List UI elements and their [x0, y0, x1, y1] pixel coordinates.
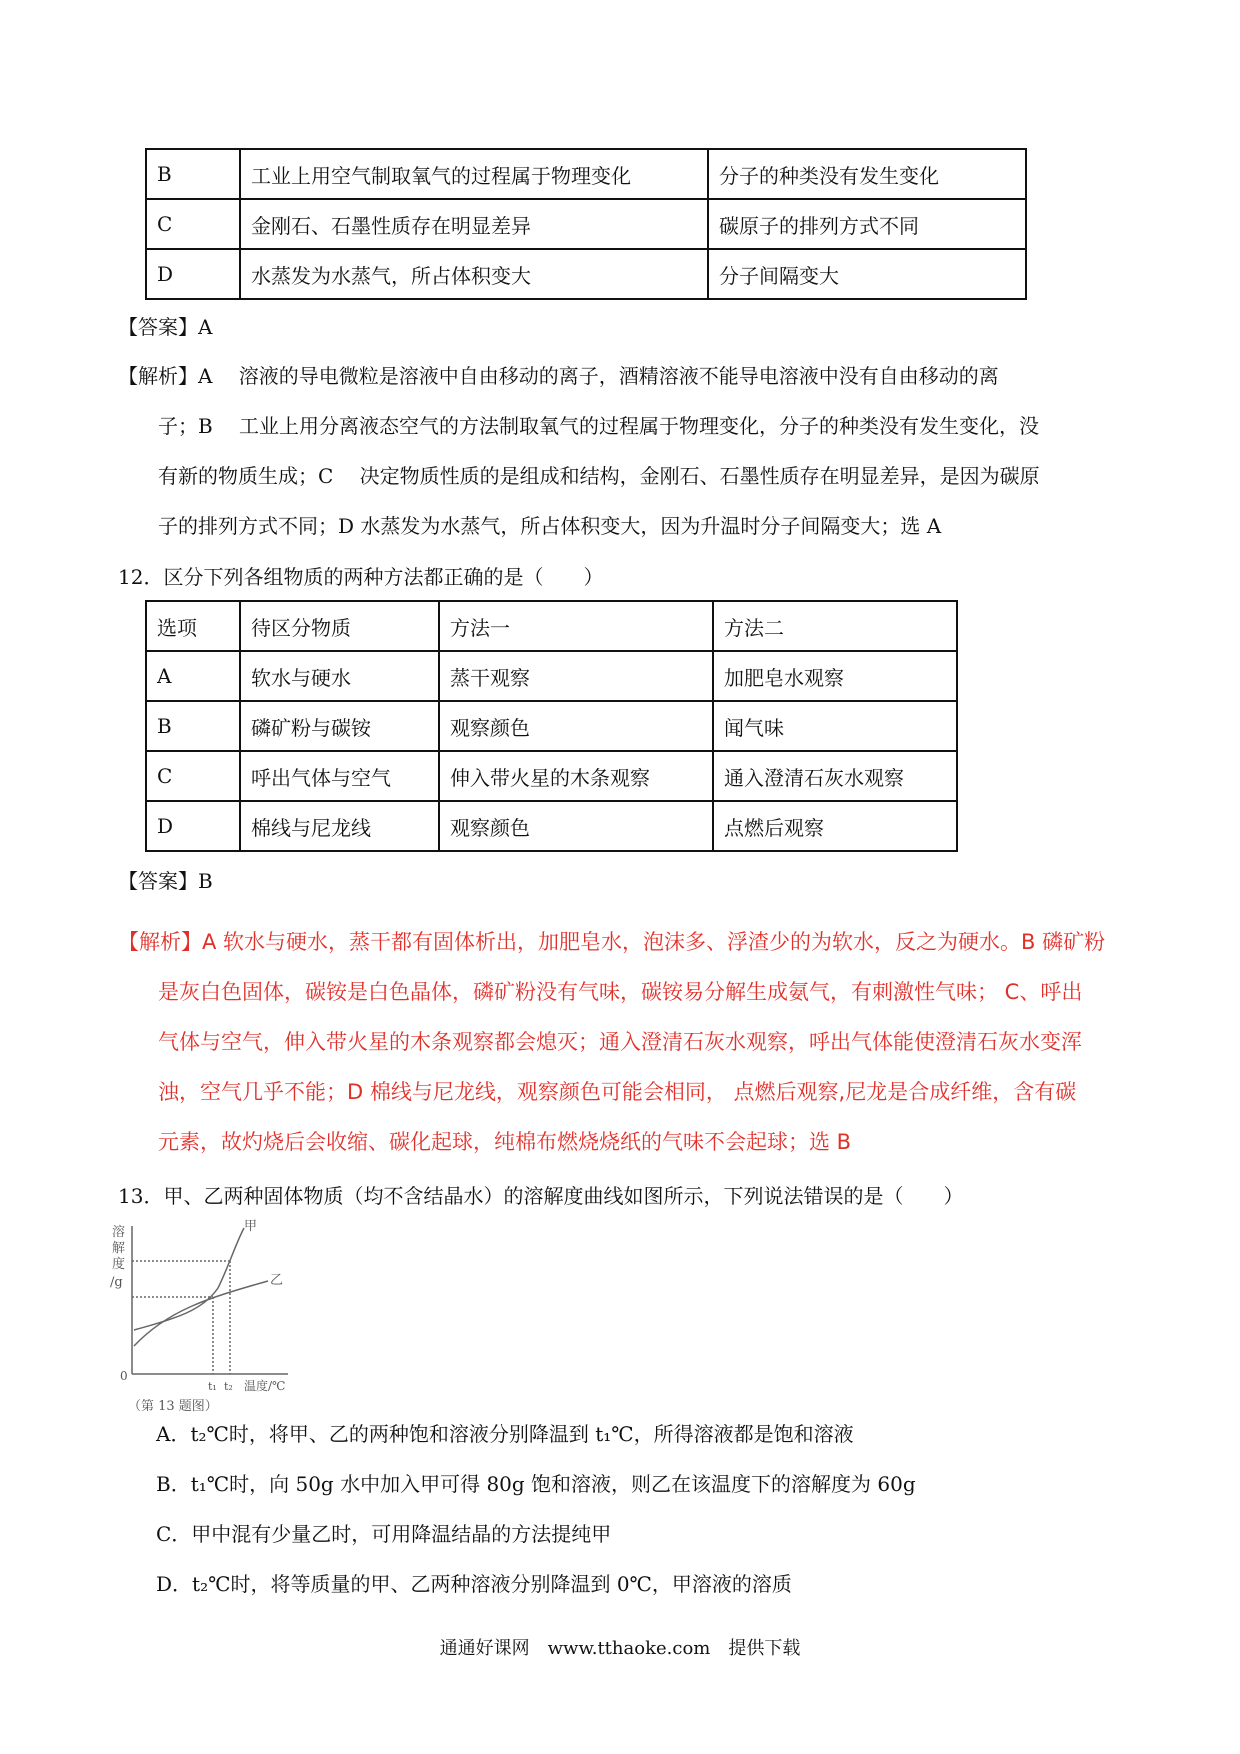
table-row — [146, 701, 957, 751]
q11-analysis-line: 子；B 工业上用分离液态空气的方法制取氧气的过程属于物理变化，分子的种类没有发生变化，没 — [158, 414, 1040, 438]
q11-table — [145, 148, 1027, 300]
table-header-cell: 选项 — [146, 601, 240, 651]
q11-analysis-line: 有新的物质生成；C 决定物质性质的是组成和结构，金刚石、石墨性质存在明显差异，是因为碳原 — [158, 464, 1040, 488]
q13-option-b: B．t₁℃时，向 50g 水中加入甲可得 80g 饱和溶液，则乙在该温度下的溶解度为 60g — [156, 1472, 916, 1496]
q11-analysis-line: 【解析】A 溶液的导电微粒是溶液中自由移动的离子，酒精溶液不能导电溶液中没有自由移动的离 — [118, 364, 999, 388]
table-cell: D — [146, 249, 240, 299]
table-cell: C — [146, 751, 240, 801]
table-cell: D — [146, 801, 240, 851]
y-label: 溶 — [112, 1225, 126, 1240]
q12-stem: 12．区分下列各组物质的两种方法都正确的是（ ） — [118, 565, 604, 589]
q13-stem: 13．甲、乙两种固体物质（均不含结晶水）的溶解度曲线如图所示，下列说法错误的是（ ） — [118, 1184, 964, 1208]
q13-solubility-figure — [108, 1218, 318, 1418]
table-cell: 金刚石、石墨性质存在明显差异 — [240, 199, 708, 249]
table-cell: 磷矿粉与碳铵 — [240, 701, 439, 751]
table-row — [146, 199, 1026, 249]
origin-label: 0 — [120, 1369, 128, 1383]
q11-answer: 【答案】A — [118, 315, 213, 339]
table-cell: 点燃后观察 — [713, 801, 957, 851]
curve-yi — [134, 1281, 268, 1346]
x-tick-t2: t₂ — [224, 1380, 233, 1393]
table-cell: 蒸干观察 — [439, 651, 713, 701]
table-cell: B — [146, 701, 240, 751]
table-cell: 观察颜色 — [439, 701, 713, 751]
q13-option-c: C．甲中混有少量乙时，可用降温结晶的方法提纯甲 — [156, 1522, 612, 1546]
x-axis-label: 温度/℃ — [244, 1379, 286, 1393]
table-cell: 棉线与尼龙线 — [240, 801, 439, 851]
table-cell: 加肥皂水观察 — [713, 651, 957, 701]
q13-option-a: A．t₂℃时，将甲、乙的两种饱和溶液分别降温到 t₁℃，所得溶液都是饱和溶液 — [156, 1422, 854, 1446]
table-cell: 软水与硬水 — [240, 651, 439, 701]
table-cell: 观察颜色 — [439, 801, 713, 851]
table-cell: 呼出气体与空气 — [240, 751, 439, 801]
table-header-cell: 方法二 — [713, 601, 957, 651]
table-cell: 分子间隔变大 — [708, 249, 1026, 299]
table-cell: 通入澄清石灰水观察 — [713, 751, 957, 801]
q12-answer: 【答案】B — [118, 869, 213, 893]
table-header-cell: 待区分物质 — [240, 601, 439, 651]
table-cell: 分子的种类没有发生变化 — [708, 149, 1026, 199]
table-cell: A — [146, 651, 240, 701]
page-footer: 通通好课网 www.tthaoke.com 提供下载 — [439, 1638, 801, 1659]
table-header-cell: 方法一 — [439, 601, 713, 651]
table-row — [146, 651, 957, 701]
curve-yi-label: 乙 — [270, 1273, 284, 1288]
table-row — [146, 149, 1026, 199]
q12-analysis-line: 元素，故灼烧后会收缩、碳化起球，纯棉布燃烧烧纸的气味不会起球；选 B — [158, 1130, 852, 1154]
q12-analysis-line: 浊，空气几乎不能；D 棉线与尼龙线，观察颜色可能会相同， 点燃后观察,尼龙是合成纤维，含有碳 — [158, 1080, 1077, 1104]
table-cell: C — [146, 199, 240, 249]
q12-analysis-line: 是灰白色固体，碳铵是白色晶体，磷矿粉没有气味，碳铵易分解生成氨气，有刺激性气味； C、呼出 — [158, 980, 1083, 1004]
y-label: /g — [110, 1275, 123, 1290]
table-row — [146, 751, 957, 801]
curve-jia — [134, 1228, 244, 1330]
y-label: 解 — [112, 1241, 126, 1256]
table-header-row — [146, 601, 957, 651]
table-cell: 工业上用空气制取氧气的过程属于物理变化 — [240, 149, 708, 199]
table-cell: 伸入带火星的木条观察 — [439, 751, 713, 801]
q13-option-d: D．t₂℃时，将等质量的甲、乙两种溶液分别降温到 0℃，甲溶液的溶质 — [156, 1572, 792, 1596]
table-cell: 水蒸发为水蒸气，所占体积变大 — [240, 249, 708, 299]
figure-caption: （第 13 题图） — [128, 1399, 218, 1414]
table-cell: 碳原子的排列方式不同 — [708, 199, 1026, 249]
table-cell: B — [146, 149, 240, 199]
x-tick-t1: t₁ — [208, 1380, 217, 1393]
table-row — [146, 801, 957, 851]
table-row — [146, 249, 1026, 299]
q12-analysis-line: 【解析】A 软水与硬水，蒸干都有固体析出，加肥皂水，泡沫多、浮渣少的为软水，反之为硬水。B 磷矿粉 — [118, 930, 1106, 954]
y-label: 度 — [112, 1257, 126, 1272]
q11-analysis-line: 子的排列方式不同；D 水蒸发为水蒸气，所占体积变大，因为升温时分子间隔变大；选 A — [158, 514, 942, 538]
q12-analysis-line: 气体与空气，伸入带火星的木条观察都会熄灭；通入澄清石灰水观察，呼出气体能使澄清石灰水变浑 — [158, 1030, 1082, 1054]
q12-table — [145, 600, 958, 852]
table-cell: 闻气味 — [713, 701, 957, 751]
curve-jia-label: 甲 — [244, 1219, 258, 1234]
